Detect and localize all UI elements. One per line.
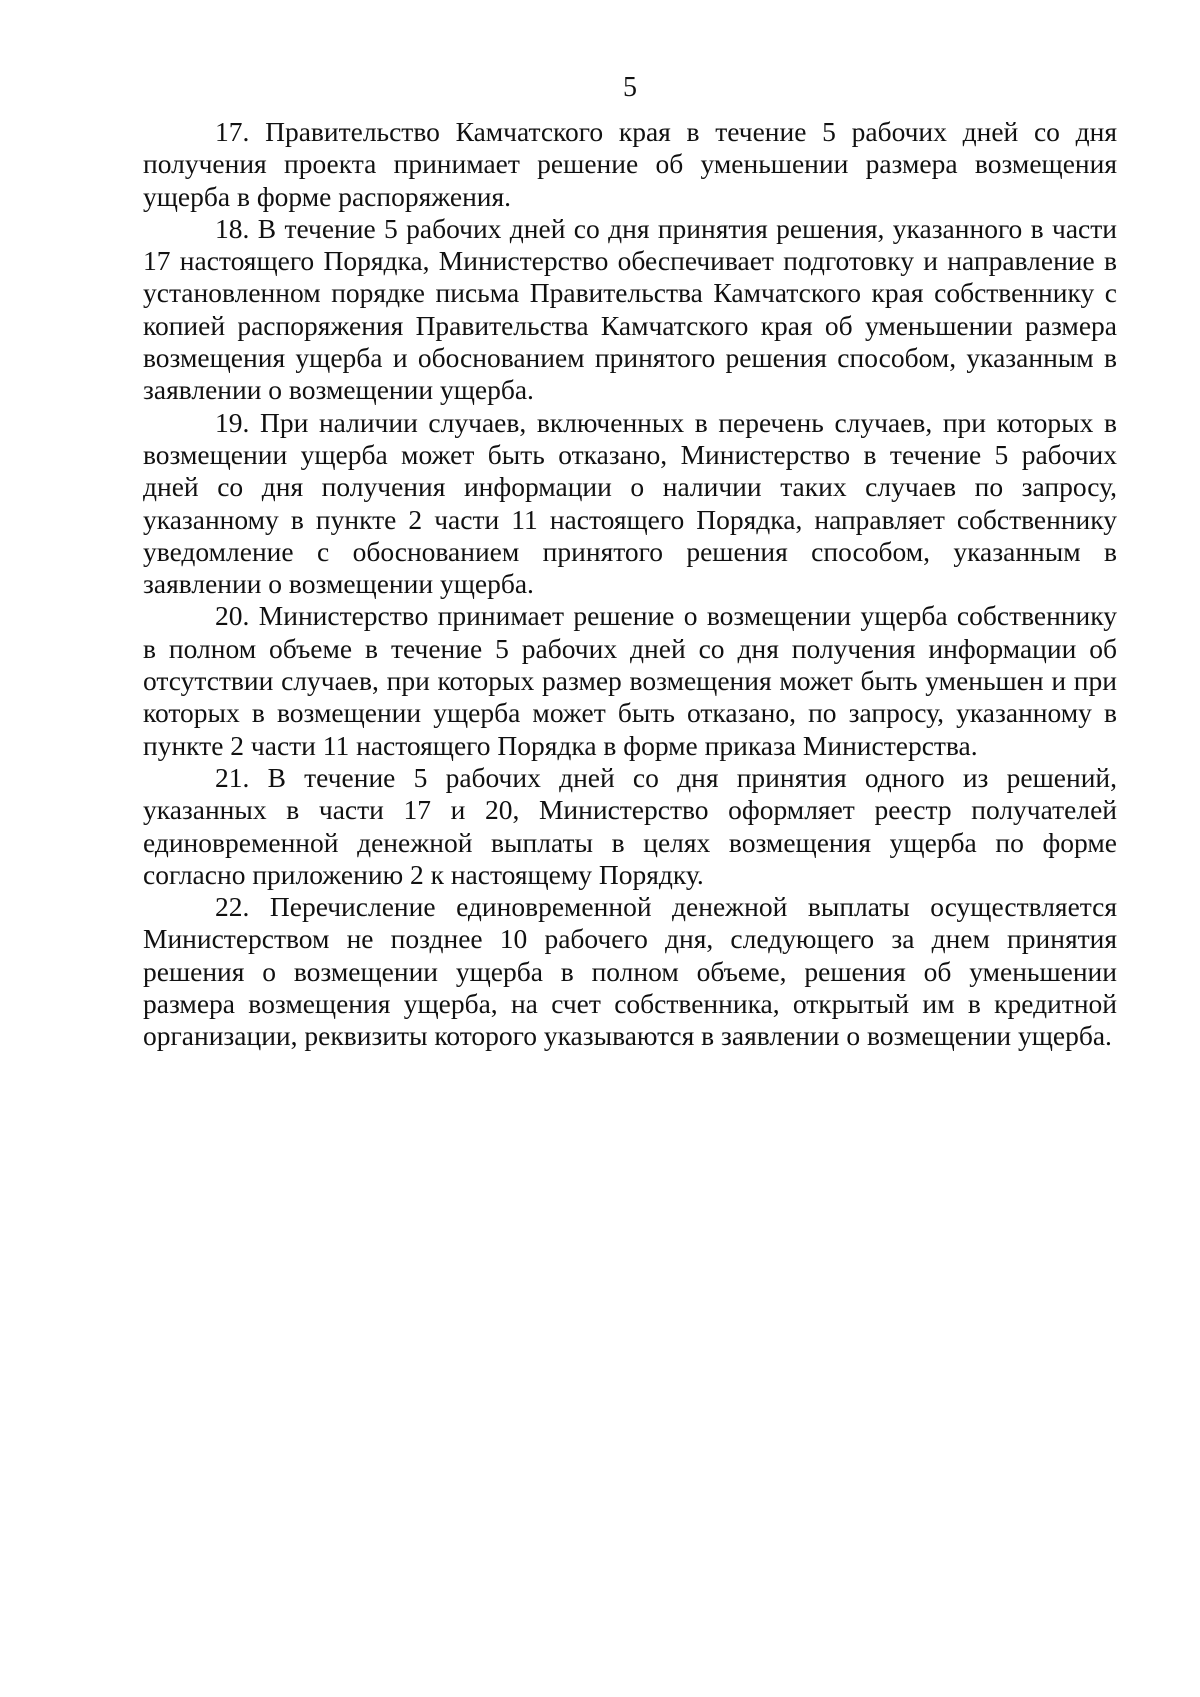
document-body xyxy=(143,116,1117,1053)
paragraph-18: 18. В течение 5 рабочих дней со дня принятия решения, указанного в части 17 настоящего Порядка, Министерство обеспечивает подготовку и направление в установленном порядке письма Правительства Камчатского края собственнику с копией распоряжения Правительства Камчатского края об уменьшении размера возмещения ущерба и обоснованием принятого решения способом, указанным в заявлении о возмещении ущерба. xyxy=(143,212,1117,406)
paragraph-20: 20. Министерство принимает решение о возмещении ущерба собственнику в полном объеме в течение 5 рабочих дней со дня получения информации об отсутствии случаев, при которых размер возмещения может быть уменьшен и при которых в возмещении ущерба может быть отказано, по запросу, указанному в пункте 2 части 11 настоящего Порядка в форме приказа Министерства. xyxy=(143,600,1117,761)
paragraph-22: 22. Перечисление единовременной денежной выплаты осуществляется Министерством не позднее 10 рабочего дня, следующего за днем принятия решения о возмещении ущерба в полном объеме, решения об уменьшении размера возмещения ущерба, на счет собственника, открытый им в кредитной организации, реквизиты которого указываются в заявлении о возмещении ущерба. xyxy=(143,891,1117,1052)
paragraph-17: 17. Правительство Камчатского края в течение 5 рабочих дней со дня получения проекта принимает решение об уменьшении размера возмещения ущерба в форме распоряжения. xyxy=(143,116,1117,212)
page-number: 5 xyxy=(623,72,637,103)
paragraph-19: 19. При наличии случаев, включенных в перечень случаев, при которых в возмещении ущерба может быть отказано, Министерство в течение 5 рабочих дней со дня получения информации о наличии таких случаев по запросу, указанному в пункте 2 части 11 настоящего Порядка, направляет собственнику уведомление с обоснованием принятого решения способом, указанным в заявлении о возмещении ущерба. xyxy=(143,406,1117,600)
paragraph-21: 21. В течение 5 рабочих дней со дня принятия одного из решений, указанных в части 17 и 20, Министерство оформляет реестр получателей единовременной денежной выплаты в целях возмещения ущерба по форме согласно приложению 2 к настоящему Порядку. xyxy=(143,761,1117,890)
